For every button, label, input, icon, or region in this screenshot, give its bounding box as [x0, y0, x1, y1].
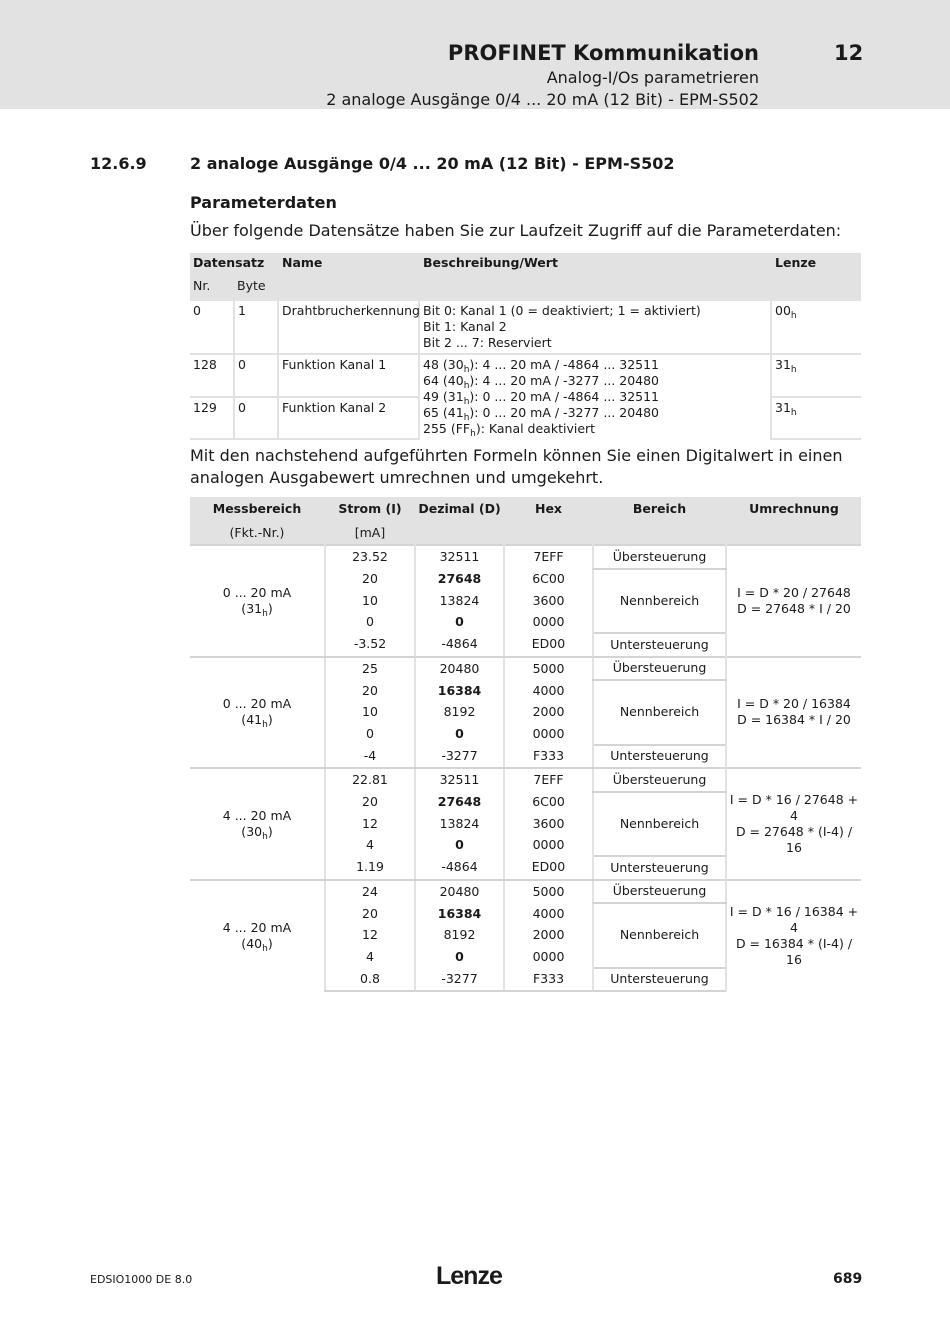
table-row: [190, 657, 861, 681]
func-line: 48 $(30_h)$: 4 ... 20 mA / -4864 ... 32511: [423, 357, 660, 375]
cell-messbereich: 0 ... 20 mA $(41_h)$: [190, 657, 325, 769]
table-row: [190, 354, 861, 397]
lenze-logo-lettering: Lenze: [436, 1262, 502, 1290]
cell-hex: 3600: [504, 590, 593, 612]
header-lenze: Lenze: [771, 253, 861, 300]
header-fkt: (Fkt.-Nr.): [190, 523, 325, 546]
header-hex: Hex: [504, 497, 593, 545]
table-row: [190, 880, 861, 904]
cell-bereich-under: Untersteuerung: [593, 633, 726, 657]
cell-dezimal: 32511: [415, 545, 504, 569]
cell-description: [419, 300, 771, 354]
cell-dezimal: 16384: [415, 680, 504, 702]
cell-dezimal: -3277: [415, 968, 504, 992]
cell-function-description: [419, 354, 771, 439]
header-bereich: Bereich: [593, 497, 726, 545]
cell-bereich-under: Untersteuerung: [593, 856, 726, 880]
cell-dezimal: -3277: [415, 745, 504, 769]
cell-hex: 7EFF: [504, 545, 593, 569]
cell-strom: 4: [325, 946, 415, 968]
cell-hex: 7EFF: [504, 768, 593, 792]
lenze-subscript: h: [790, 311, 797, 321]
cell-hex: 6C00: [504, 792, 593, 814]
cell-bereich-over: Übersteuerung: [593, 545, 726, 569]
header-subtitle-1: Analog-I/Os parametrieren: [546, 68, 759, 87]
cell-hex: 6C00: [504, 569, 593, 591]
cell-bereich-under: Untersteuerung: [593, 968, 726, 992]
cell-nr: 0: [190, 300, 234, 354]
cell-dezimal: 27648: [415, 569, 504, 591]
cell-bereich-over: Übersteuerung: [593, 768, 726, 792]
cell-name: Funktion Kanal 1: [278, 354, 419, 397]
cell-bereich-nominal: Nennbereich: [593, 903, 726, 968]
desc-line: Bit 0: Kanal 1 (0 = deaktiviert; 1 = aktiviert): [423, 303, 701, 318]
cell-hex: ED00: [504, 856, 593, 880]
cell-bereich-nominal: Nennbereich: [593, 569, 726, 634]
table-row: [190, 768, 861, 792]
cell-strom: 25: [325, 657, 415, 681]
cell-messbereich: 4 ... 20 mA $(40_h)$: [190, 880, 325, 992]
cell-dezimal: 0: [415, 835, 504, 857]
cell-strom: 20: [325, 903, 415, 925]
lenze-logo: [436, 1262, 512, 1290]
conversion-table: [190, 497, 861, 992]
cell-dezimal: 0: [415, 612, 504, 634]
cell-hex: 0000: [504, 835, 593, 857]
cell-byte: 0: [234, 397, 278, 439]
cell-strom: 22.81: [325, 768, 415, 792]
header-name: Name: [278, 253, 419, 300]
cell-strom: 10: [325, 702, 415, 724]
cell-bereich-over: Übersteuerung: [593, 657, 726, 681]
cell-nr: 128: [190, 354, 234, 397]
cell-strom: 4: [325, 835, 415, 857]
cell-strom: 20: [325, 680, 415, 702]
cell-bereich-over: Übersteuerung: [593, 880, 726, 904]
cell-hex: 5000: [504, 880, 593, 904]
cell-strom: 20: [325, 569, 415, 591]
cell-strom: 10: [325, 590, 415, 612]
cell-messbereich: 4 ... 20 mA $(30_h)$: [190, 768, 325, 880]
cell-bereich-nominal: Nennbereich: [593, 792, 726, 857]
cell-strom: 12: [325, 813, 415, 835]
cell-hex: ED00: [504, 633, 593, 657]
cell-dezimal: 27648: [415, 792, 504, 814]
cell-umrechnung: I = D * 16 / 27648 + 4 D = 27648 * (I-4) / 16: [726, 768, 861, 880]
desc-line: Bit 1: Kanal 2: [423, 319, 507, 334]
header-unit: [mA]: [325, 523, 415, 546]
header-umrechnung: Umrechnung: [726, 497, 861, 545]
header-subtitle-2: 2 analoge Ausgänge 0/4 ... 20 mA (12 Bit) - EPM-S502: [326, 90, 759, 109]
cell-hex: 0000: [504, 946, 593, 968]
header-datensatz: Datensatz: [190, 253, 278, 276]
cell-dezimal: 13824: [415, 590, 504, 612]
cell-lenze: [771, 300, 861, 354]
cell-name: Drahtbrucherkennung: [278, 300, 419, 354]
cell-strom: 1.19: [325, 856, 415, 880]
intro-paragraph: Über folgende Datensätze haben Sie zur Laufzeit Zugriff auf die Parameterdaten:: [190, 221, 842, 240]
section-number: 12.6.9: [90, 154, 147, 173]
cell-hex: 5000: [504, 657, 593, 681]
cell-dezimal: -4864: [415, 633, 504, 657]
table-row: [190, 545, 861, 569]
cell-strom: 20: [325, 792, 415, 814]
document-id: EDSIO1000 DE 8.0: [90, 1273, 193, 1286]
table-row: [190, 300, 861, 354]
cell-byte: 0: [234, 354, 278, 397]
conv-header-row: [190, 497, 861, 523]
cell-dezimal: 8192: [415, 702, 504, 724]
lenze-logo-graphic: [436, 1262, 512, 1290]
header-nr: Nr.: [190, 276, 234, 300]
subheading: Parameterdaten: [190, 193, 337, 212]
cell-nr: 129: [190, 397, 234, 439]
formula-paragraph: Mit den nachstehend aufgeführten Formeln können Sie einen Digitalwert in einen analogen Ausgabewert umrechnen und umgekehrt.: [190, 446, 843, 487]
cell-strom: 0.8: [325, 968, 415, 992]
cell-hex: F333: [504, 968, 593, 992]
cell-dezimal: 16384: [415, 903, 504, 925]
cell-lenze: $31_h$: [771, 354, 861, 397]
cell-dezimal: 8192: [415, 925, 504, 947]
cell-hex: 0000: [504, 612, 593, 634]
cell-strom: 23.52: [325, 545, 415, 569]
header-messbereich: Messbereich: [190, 497, 325, 523]
cell-strom: 24: [325, 880, 415, 904]
cell-messbereich: 0 ... 20 mA $(31_h)$: [190, 545, 325, 657]
cell-hex: 4000: [504, 903, 593, 925]
page-header: [0, 0, 950, 109]
cell-strom: -4: [325, 745, 415, 769]
desc-line: Bit 2 ... 7: Reserviert: [423, 335, 552, 350]
func-line: 49 $(31_h)$: 0 ... 20 mA / -4864 ... 32511: [423, 389, 660, 407]
cell-dezimal: 20480: [415, 880, 504, 904]
cell-dezimal: 20480: [415, 657, 504, 681]
cell-dezimal: 13824: [415, 813, 504, 835]
cell-lenze: $31_h$: [771, 397, 861, 439]
func-line: 65 $(41_h)$: 0 ... 20 mA / -3277 ... 20480: [423, 405, 660, 423]
cell-hex: 3600: [504, 813, 593, 835]
func-line: 255 $(FF_h)$: Kanal deaktiviert: [423, 421, 596, 439]
cell-dezimal: -4864: [415, 856, 504, 880]
cell-umrechnung: I = D * 20 / 27648 D = 27648 * I / 20: [726, 545, 861, 657]
chapter-number: 12: [834, 41, 864, 65]
cell-strom: 12: [325, 925, 415, 947]
cell-dezimal: 32511: [415, 768, 504, 792]
cell-byte: 1: [234, 300, 278, 354]
header-beschreibung: Beschreibung/Wert: [419, 253, 771, 300]
header-dezimal: Dezimal (D): [415, 497, 504, 545]
cell-hex: 0000: [504, 723, 593, 745]
cell-strom: -3.52: [325, 633, 415, 657]
header-strom: Strom (I): [325, 497, 415, 523]
cell-hex: 2000: [504, 702, 593, 724]
cell-hex: 2000: [504, 925, 593, 947]
cell-strom: 0: [325, 612, 415, 634]
header-byte: Byte: [234, 276, 278, 300]
page-number: 689: [833, 1271, 863, 1287]
cell-strom: 0: [325, 723, 415, 745]
cell-umrechnung: I = D * 16 / 16384 + 4 D = 16384 * (I-4) / 16: [726, 880, 861, 992]
cell-dezimal: 0: [415, 946, 504, 968]
cell-bereich-under: Untersteuerung: [593, 745, 726, 769]
cell-hex: F333: [504, 745, 593, 769]
cell-bereich-nominal: Nennbereich: [593, 680, 726, 745]
header-title: PROFINET Kommunikation: [447, 41, 759, 65]
parameter-table: [190, 253, 861, 440]
cell-dezimal: 0: [415, 723, 504, 745]
cell-hex: 4000: [504, 680, 593, 702]
func-line: 64 $(40_h)$: 4 ... 20 mA / -3277 ... 20480: [423, 373, 660, 391]
cell-name: Funktion Kanal 2: [278, 397, 419, 439]
cell-umrechnung: I = D * 20 / 16384 D = 16384 * I / 20: [726, 657, 861, 769]
lenze-value: 00: [775, 303, 791, 318]
section-title: 2 analoge Ausgänge 0/4 ... 20 mA (12 Bit) - EPM-S502: [190, 154, 675, 173]
param-header-row: [190, 253, 861, 276]
